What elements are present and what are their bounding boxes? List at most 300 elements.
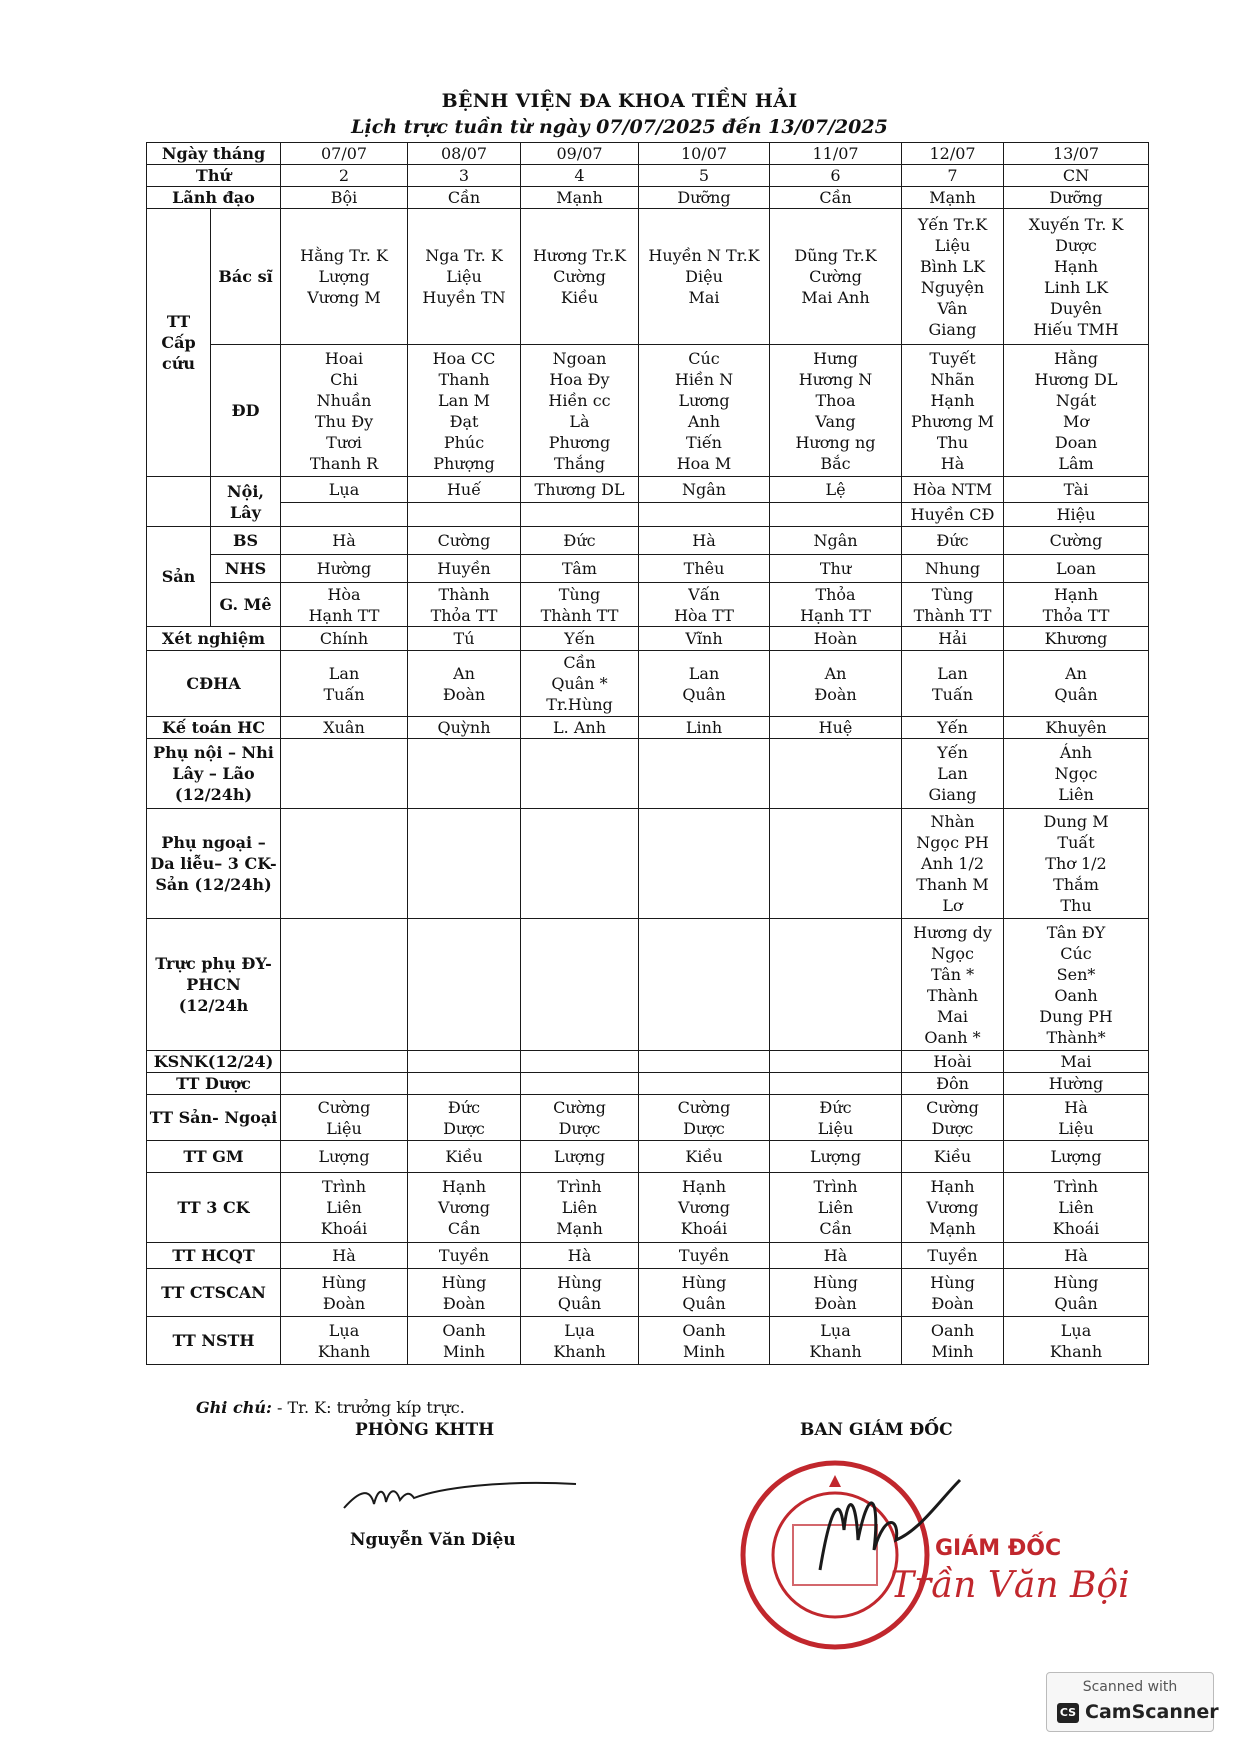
ttsan-cell (1004, 1095, 1149, 1141)
cell-line: Thành (926, 985, 979, 1005)
gme-cell (521, 583, 639, 627)
san-nhs-cell: Hường (281, 555, 408, 583)
san-bs-cell: Hà (639, 527, 770, 555)
cell-line: An (824, 663, 847, 683)
cell-line: Hạnh TT (800, 605, 871, 625)
cell-line: Oanh (930, 1320, 975, 1340)
cell-line: Trình (557, 1177, 602, 1196)
gme-cell (1004, 583, 1149, 627)
nsth-cell (1004, 1317, 1149, 1365)
ketoan-cell: Huệ (770, 717, 902, 739)
date-cell: 10/07 (639, 143, 770, 165)
table-row (147, 919, 1149, 1051)
ksnk-cell (281, 1051, 408, 1073)
xetnghiem-cell: Chính (281, 627, 408, 651)
phudy-cell (639, 919, 770, 1051)
cell-line: Duyên (1050, 298, 1102, 318)
cell-line: Tuyết (929, 348, 976, 368)
tt3ck-label: TT 3 CK (147, 1173, 281, 1243)
director-board-title: BAN GIÁM ĐỐC (800, 1420, 953, 1440)
dd-label: ĐD (211, 345, 281, 477)
ttsan-cell (521, 1095, 639, 1141)
table-row (147, 627, 1149, 651)
cell-line: Phượng (433, 453, 495, 473)
tthcqt-cell: Hà (770, 1243, 902, 1269)
cell-line: Tuấn (323, 684, 365, 704)
phunoi-cell (521, 739, 639, 809)
cell-line: Hạnh (930, 390, 975, 410)
gme-label: G. Mê (211, 583, 281, 627)
gme-cell (408, 583, 521, 627)
tthcqt-label: TT HCQT (147, 1243, 281, 1269)
noilay-cell (639, 503, 770, 527)
cell-line: Nhuần (316, 390, 372, 410)
weekday-cell: 7 (902, 165, 1004, 187)
ctscan-cell (639, 1269, 770, 1317)
cell-line: Thắng (553, 453, 606, 473)
cell-line: Tân * (930, 964, 975, 984)
tthcqt-cell: Tuyền (408, 1243, 521, 1269)
ctscan-cell (770, 1269, 902, 1317)
ketoan-cell: Linh (639, 717, 770, 739)
noilay-cell: Huế (408, 477, 521, 503)
leader-cell: Mạnh (902, 187, 1004, 209)
cell-line: Ngát (1055, 390, 1097, 410)
table-row (147, 1073, 1149, 1095)
noilay-cell: Lụa (281, 477, 408, 503)
cell-line: Bắc (820, 453, 851, 473)
ksnk-cell (521, 1051, 639, 1073)
tthcqt-cell: Hà (281, 1243, 408, 1269)
director-title: GIÁM ĐỐC (935, 1536, 1062, 1561)
director-name: Trần Văn Bội (890, 1565, 1130, 1606)
cell-line: Thơ 1/2 (1045, 854, 1107, 873)
cell-line: Giang (928, 319, 977, 339)
cell-line: Linh LK (1044, 277, 1109, 297)
tt3ck-cell (639, 1173, 770, 1243)
xetnghiem-cell: Khương (1004, 627, 1149, 651)
table-row (147, 527, 1149, 555)
scanned-with-text: Scanned with (1082, 1679, 1178, 1695)
leader-cell: Mạnh (521, 187, 639, 209)
cell-line: Khanh (1049, 1341, 1103, 1361)
cell-line: Hùng (681, 1272, 727, 1292)
cell-line: Dược (443, 1118, 485, 1138)
cell-line: Hương DL (1034, 369, 1118, 389)
table-row (147, 739, 1149, 809)
cell-line: Oanh (1054, 985, 1098, 1005)
phungoai-cell (281, 809, 408, 919)
ttduoc-cell: Hường (1004, 1073, 1149, 1095)
tt3ck-cell (1004, 1173, 1149, 1243)
cell-line: Cần (819, 1219, 852, 1238)
cell-line: Oanh * (924, 1027, 981, 1047)
leader-cell: Cần (408, 187, 521, 209)
ttsan-cell (770, 1095, 902, 1141)
cell-line: Chi (330, 369, 358, 389)
cell-line: Đoàn (322, 1293, 366, 1313)
weekday-cell: 3 (408, 165, 521, 187)
cell-line: Tươi (326, 432, 362, 452)
cell-line: Trình (813, 1177, 858, 1196)
cell-line: Hiền N (674, 369, 734, 389)
cell-line: Huyền N Tr.K (648, 246, 760, 265)
cell-line: Hòa (327, 584, 361, 604)
cell-line: Lụa (328, 1320, 360, 1340)
cell-line: Lụa (820, 1320, 851, 1340)
cell-line: Yến Tr.K (917, 214, 988, 234)
table-row (147, 583, 1149, 627)
nsth-cell (639, 1317, 770, 1365)
phungoai-cell (639, 809, 770, 919)
xetnghiem-label: Xét nghiệm (147, 627, 281, 651)
cell-line: Hương dy (913, 922, 992, 942)
ttgm-cell: Kiều (902, 1141, 1004, 1173)
cdha-cell (902, 651, 1004, 717)
ketoan-cell: Xuân (281, 717, 408, 739)
phungoai-cell (770, 809, 902, 919)
cell-line: Ngọc (931, 943, 974, 963)
san-nhs-cell: Thư (770, 555, 902, 583)
ttgm-cell: Lượng (521, 1141, 639, 1173)
cell-line: Dung M (1043, 812, 1109, 831)
nsth-cell (521, 1317, 639, 1365)
cell-line: Khanh (317, 1341, 371, 1361)
cell-line: Là (569, 411, 590, 431)
cell-line: Lan M (438, 390, 490, 410)
cell-line: Diệu (685, 267, 723, 286)
table-row (147, 1243, 1149, 1269)
phudy-cell (902, 919, 1004, 1051)
cell-line: Đức (447, 1097, 481, 1117)
cell-line: Dược (1055, 235, 1097, 255)
cell-line: Đoàn (814, 684, 857, 704)
gme-cell (770, 583, 902, 627)
ksnk-cell: Mai (1004, 1051, 1149, 1073)
cdha-cell (281, 651, 408, 717)
phudy-cell (521, 919, 639, 1051)
ttduoc-cell (639, 1073, 770, 1095)
cell-line: Hạnh (681, 1177, 727, 1196)
xetnghiem-cell: Yến (521, 627, 639, 651)
tthcqt-cell: Hà (1004, 1243, 1149, 1269)
san-nhs-cell: Tâm (521, 555, 639, 583)
noilay-cell (770, 503, 902, 527)
ttgm-cell: Lượng (770, 1141, 902, 1173)
cell-line: Khanh (553, 1341, 606, 1361)
cell-line: Yến (937, 743, 968, 762)
camscanner-badge (1046, 1672, 1219, 1732)
cell-line: Lan (937, 663, 968, 683)
ctscan-cell (902, 1269, 1004, 1317)
schedule-subtitle: Lịch trực tuần từ ngày 07/07/2025 đến 13/07/2025 (351, 116, 888, 138)
cell-line: Mai (688, 288, 720, 307)
cdha-cell (770, 651, 902, 717)
cell-line: Thỏa TT (430, 605, 498, 625)
date-cell: 11/07 (770, 143, 902, 165)
table-row (147, 209, 1149, 345)
phunoi-cell (408, 739, 521, 809)
cell-line: Hạnh (441, 1177, 487, 1196)
table-row (147, 809, 1149, 919)
cell-line: An (1065, 663, 1087, 683)
cell-line: Minh (442, 1341, 486, 1361)
phudy-label: Trực phụ ĐY- PHCN (12/24h (147, 919, 281, 1051)
cell-line: Anh 1/2 (921, 854, 985, 873)
table-row (147, 651, 1149, 717)
ttgm-cell: Lượng (281, 1141, 408, 1173)
cell-line: Hạnh (1053, 584, 1099, 604)
table-row (147, 1095, 1149, 1141)
cell-line: Cường (317, 1097, 371, 1117)
table-row (147, 165, 1149, 187)
noilay-cell (281, 503, 408, 527)
cell-line: Khoái (320, 1219, 368, 1238)
san-bs-cell: Cường (1004, 527, 1149, 555)
cell-line: Lan (937, 764, 968, 783)
cell-line: Vang (815, 411, 856, 431)
cell-line: Hùng (321, 1272, 367, 1292)
ketoan-cell: L. Anh (521, 717, 639, 739)
table-row (147, 1141, 1149, 1173)
table-row (147, 503, 1149, 527)
table-row (147, 1269, 1149, 1317)
phungoai-cell (902, 809, 1004, 919)
cell-line: Khoái (680, 1219, 728, 1238)
tthcqt-cell: Tuyền (902, 1243, 1004, 1269)
cell-line: Thắm (1053, 875, 1099, 894)
cell-line: Kiều (560, 288, 599, 307)
tt3ck-cell (770, 1173, 902, 1243)
nsth-label: TT NSTH (147, 1317, 281, 1365)
phungoai-label: Phụ ngoại – Da liễu– 3 CK- Sản (12/24h) (147, 809, 281, 919)
nsth-cell (902, 1317, 1004, 1365)
tthcqt-cell: Tuyền (639, 1243, 770, 1269)
cell-line: Anh (687, 411, 721, 431)
cell-line: Lượng (318, 267, 370, 286)
cell-line: Thanh R (309, 453, 379, 473)
cell-line: Liên (326, 1198, 362, 1217)
cell-line: Thanh (438, 369, 490, 389)
cell-line: Vân (937, 298, 968, 318)
table-row (147, 717, 1149, 739)
cell-line: Đạt (449, 411, 479, 431)
cell-line: Lụa (1060, 1320, 1092, 1340)
tt3ck-cell (408, 1173, 521, 1243)
cell-line: Tuấn (931, 684, 974, 704)
ttsan-cell (639, 1095, 770, 1141)
cell-line: Hương Tr.K (532, 246, 627, 265)
ttcc-label: TT Cấp cứu (147, 209, 211, 477)
cell-line: Hùng (813, 1272, 858, 1292)
san-nhs-label: NHS (211, 555, 281, 583)
cell-line: Liệu (326, 1118, 362, 1138)
footnote-text: - Tr. K: trưởng kíp trực. (271, 1398, 465, 1417)
leader-cell: Dưỡng (639, 187, 770, 209)
ttduoc-label: TT Dược (147, 1073, 281, 1095)
cdha-cell (408, 651, 521, 717)
cell-line: Thu (1060, 896, 1092, 915)
cell-line: Liệu (934, 235, 971, 255)
cell-line: Khanh (809, 1341, 862, 1361)
cell-line: Trình (1053, 1177, 1099, 1196)
noilay-cell: Tài (1004, 477, 1149, 503)
ketoan-cell: Quỳnh (408, 717, 521, 739)
camscanner-logo-icon: CS (1057, 1703, 1079, 1723)
date-cell: 09/07 (521, 143, 639, 165)
leader-cell: Dưỡng (1004, 187, 1149, 209)
cell-line: Thành* (1046, 1027, 1106, 1047)
cell-line: Tiến (686, 432, 722, 452)
ketoan-cell: Khuyên (1004, 717, 1149, 739)
cell-line: Thỏa TT (1042, 605, 1110, 625)
xetnghiem-cell: Vĩnh (639, 627, 770, 651)
san-bs-cell: Đức (902, 527, 1004, 555)
cell-line: Ngọc (1054, 764, 1098, 783)
cell-line: Quân (682, 684, 726, 704)
cell-line: Mai Anh (801, 288, 870, 307)
phunoi-cell (281, 739, 408, 809)
cell-line: Tùng (931, 584, 974, 604)
cell-line: Minh (931, 1341, 974, 1361)
cell-line: Hiền cc (548, 390, 611, 410)
dd-cell (521, 345, 639, 477)
ttduoc-cell: Đôn (902, 1073, 1004, 1095)
bacsi-cell (1004, 209, 1149, 345)
cell-line: Quân (557, 1293, 602, 1313)
cell-line: Doan (1054, 432, 1098, 452)
bacsi-cell (902, 209, 1004, 345)
tt3ck-cell (521, 1173, 639, 1243)
ttgm-cell: Kiều (408, 1141, 521, 1173)
cell-line: Lan (688, 663, 720, 683)
cell-line: Đoàn (931, 1293, 974, 1313)
cell-line: Liệu (1058, 1118, 1094, 1138)
cell-line: Mơ (1063, 411, 1090, 431)
tt3ck-cell (281, 1173, 408, 1243)
nsth-cell (408, 1317, 521, 1365)
cell-line: Tuất (1057, 833, 1095, 852)
cell-line: Hùng (1053, 1272, 1099, 1292)
cell-line: Liên (817, 1198, 854, 1217)
san-nhs-cell: Huyền (408, 555, 521, 583)
cell-line: Tân ĐY (1046, 922, 1106, 942)
cell-line: Hạnh (930, 1177, 975, 1196)
cell-line: Ngọc PH (916, 833, 989, 852)
noilay-cell: Hiệu (1004, 503, 1149, 527)
bacsi-cell (639, 209, 770, 345)
khth-signer-name: Nguyễn Văn Diệu (350, 1530, 516, 1550)
ttgm-cell: Lượng (1004, 1141, 1149, 1173)
cell-line: Hoa Đy (549, 369, 610, 389)
cell-line: Thành TT (540, 605, 619, 625)
leader-label: Lãnh đạo (147, 187, 281, 209)
cell-line: Nhãn (930, 369, 975, 389)
cell-line: Cúc (688, 348, 720, 368)
dd-cell (281, 345, 408, 477)
noilay-blank (147, 477, 211, 527)
cell-line: Oanh (442, 1320, 486, 1340)
cell-line: Ánh (1059, 743, 1093, 762)
cdha-cell (1004, 651, 1149, 717)
cell-line: Nhàn (930, 812, 975, 831)
dd-cell (639, 345, 770, 477)
noilay-cell (408, 503, 521, 527)
cell-line: Lụa (564, 1320, 595, 1340)
date-cell: 12/07 (902, 143, 1004, 165)
cell-line: Liệu (446, 267, 482, 286)
cdha-cell (521, 651, 639, 717)
cell-line: Lương (678, 390, 730, 410)
cell-line: Lơ (942, 896, 963, 915)
date-cell: 07/07 (281, 143, 408, 165)
ctscan-cell (408, 1269, 521, 1317)
date-label: Ngày tháng (147, 143, 281, 165)
weekday-cell: 5 (639, 165, 770, 187)
cell-line: Hoai (324, 348, 364, 368)
phunoi-cell (639, 739, 770, 809)
xetnghiem-cell: Hải (902, 627, 1004, 651)
cell-line: Cường (553, 1097, 606, 1117)
cell-line: Hoa CC (432, 348, 496, 368)
san-bs-label: BS (211, 527, 281, 555)
cell-line: Thoa (815, 390, 856, 410)
dd-cell (902, 345, 1004, 477)
cell-line: Hương N (798, 369, 873, 389)
san-bs-cell: Cường (408, 527, 521, 555)
cell-line: Cường (553, 267, 606, 286)
cell-line: Đoàn (442, 1293, 486, 1313)
cell-line: Cần (447, 1219, 481, 1238)
cell-line: Đức (819, 1097, 852, 1117)
table-row (147, 555, 1149, 583)
cell-line: Lâm (1058, 453, 1094, 473)
bacsi-cell (408, 209, 521, 345)
ksnk-cell: Hoài (902, 1051, 1004, 1073)
noilay-cell: Lệ (770, 477, 902, 503)
cell-line: Giang (928, 785, 977, 804)
cell-line: Vấn (688, 584, 720, 604)
ttduoc-cell (770, 1073, 902, 1095)
date-cell: 13/07 (1004, 143, 1149, 165)
cell-line: Dũng Tr.K (794, 246, 877, 265)
bacsi-cell (770, 209, 902, 345)
cell-line: An (453, 663, 475, 683)
phunoi-cell (770, 739, 902, 809)
footnote (196, 1398, 465, 1417)
phudy-cell (281, 919, 408, 1051)
cell-line: Sen* (1056, 964, 1096, 984)
cell-line: Hòa TT (674, 605, 734, 625)
tt3ck-cell (902, 1173, 1004, 1243)
phudy-cell (770, 919, 902, 1051)
phudy-cell (1004, 919, 1149, 1051)
cell-line: Thu (936, 432, 969, 452)
cell-line: Tr.Hùng (546, 695, 613, 714)
ksnk-cell (770, 1051, 902, 1073)
cell-line: Quân * (551, 674, 608, 693)
cell-line: Phương (548, 432, 611, 452)
cell-line: Bình LK (919, 256, 986, 276)
cell-line: Hà (1064, 1097, 1088, 1117)
phudy-cell (408, 919, 521, 1051)
cell-line: Nguyện (920, 277, 985, 297)
ttduoc-cell (521, 1073, 639, 1095)
xetnghiem-cell: Hoàn (770, 627, 902, 651)
ttgm-cell: Kiều (639, 1141, 770, 1173)
noilay-cell: Huyền CĐ (902, 503, 1004, 527)
nsth-cell (281, 1317, 408, 1365)
